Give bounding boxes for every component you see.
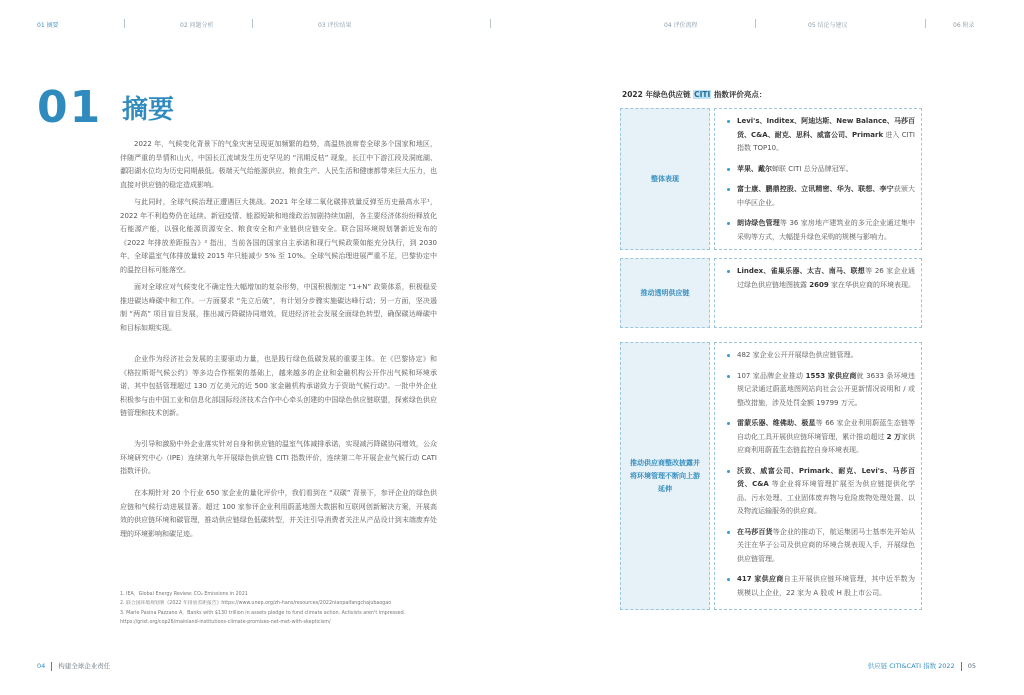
bullet-item <box>725 183 915 210</box>
footer-left-title: 构建全球企业责任 <box>58 662 111 670</box>
bullet-emphasis: 富士康、鹏鼎控股、立讯精密、华为、联想、李宁 <box>737 185 894 193</box>
bullet-emphasis: Lindex、雀巢乐器、太吉、南马、联想 <box>737 267 866 275</box>
bullet-text: 获颁大中华区企业。 <box>737 185 915 207</box>
row-bullets <box>714 342 922 610</box>
nav-tab-problem-analysis[interactable]: 02 问题分析 <box>180 22 214 29</box>
bullet-emphasis: 沃致、威富公司、Primark、耐克、Levi's、马莎百货、C&A <box>737 466 915 488</box>
bullet-item <box>725 573 915 600</box>
panel-title-suffix: 指数评价亮点： <box>711 90 767 99</box>
bullet-text: 等 66 家企业利用蔚蓝生态链等自动化工具开展供应链环境管理，累计推动超过 <box>737 419 916 441</box>
highlight-row-overall <box>620 108 922 250</box>
body-paragraph: 与此同时，全球气候治理正遭遇巨大挑战。2021 年全球二氧化碳排放量反弹至历史最高水平¹，2022 年不利趋势仍在延续。新冠疫情、能源短缺和地缘政治加剧持续加剧，各主要经济体纷纷释放化石能源产能，以强化能源资源安全、粮食安全和产业链供应链安全。联合国环境规划署新近发布的《2022 年排放差距报告》² 指出，当前各国的国家自主承诺和现行气候政策如能充分执行，到 2030 年，全球温室气体排放量较 2015 年只能减少 5% 至 10%。全球气候治理进展严重不足，巴黎协定中的温控目标可能落空。 <box>120 198 437 274</box>
bullet-emphasis: Levi's、Inditex、阿迪达斯、New Balance、马莎百货、C&A、耐克、思科、威富公司、Primark <box>737 117 915 139</box>
bullet-item <box>725 349 915 363</box>
row-label: 整体表现 <box>620 108 710 250</box>
nav-divider <box>490 19 491 28</box>
section-title: 摘要 <box>122 95 175 125</box>
bullet-text: 等 36 家房地产建筑业的多元企业通过集中采购等方式，大幅提升绿色采购的规模与影响力。 <box>737 219 916 241</box>
body-paragraph: 在本期针对 20 个行业 650 家企业的量化评价中，我们看到在 “双碳” 背景下，参评企业的绿色供应链和气候行动进展显著。超过 100 家参评企业利用蔚蓝地图大数据和互联网创新解决方案，开展高效的供应链环境和碳管理，推动供应链绿色低碳转型，并关注引导消费者关注从产品设计到末端废弃处理的环境影响和碳足迹。 <box>120 489 437 538</box>
panel-title-highlight: CITI <box>694 90 711 99</box>
nav-tab-appendix[interactable]: 06 附录 <box>953 22 975 29</box>
bullet-emphasis: 苹果、戴尔 <box>737 164 772 173</box>
nav-divider <box>925 19 926 28</box>
bullet-text: 就 3633 条环境违规记录通过蔚蓝地图网站向社会公开更新情况说明和 / 或整改措施，涉及处罚金额 19799 万元。 <box>737 371 916 407</box>
row-label: 推动供应商整改披露并将环境管理不断向上游延伸 <box>620 342 710 610</box>
body-paragraph: 面对全球应对气候变化不确定性大幅增加的复杂形势，中国积极制定 “1+N” 政策体系，积极稳妥推进碳达峰碳中和工作。一方面要求 “先立后破”，有计划分步骤实施碳达峰行动；另一方面，坚决遏制 “两高” 项目盲目发展，推出减污降碳协同增效，促进经济社会发展全面绿色转型，确保碳达峰碳中和目标如期实现。 <box>120 283 437 332</box>
nav-divider <box>755 19 756 28</box>
row-label: 推动透明供应链 <box>620 258 710 328</box>
footer-divider <box>961 662 962 671</box>
panel-title-prefix: 2022 年绿色供应链 <box>622 90 694 99</box>
bullet-emphasis: 朗诗绿色管理 <box>737 219 780 227</box>
bullet-emphasis: 2609 <box>809 280 829 289</box>
footnotes <box>120 590 480 628</box>
footer-left <box>37 661 110 671</box>
row-bullets <box>714 108 922 250</box>
bullet-item <box>725 163 915 177</box>
nav-tab-process[interactable]: 04 评价流程 <box>664 22 698 29</box>
bullet-text: 蝉联 CITI 总分品牌冠军。 <box>772 164 853 173</box>
bullet-text: 等 26 家企业通过绿色供应链地图披露 <box>737 267 915 289</box>
body-paragraph: 为引导和激励中外企业落实针对自身和供应链的温室气体减排承诺，实现减污降碳协同增效，公众环境研究中心（IPE）连续第九年开展绿色供应链 CITI 指数评价，连续第二年开展企业气候行动 CATI 指数评价。 <box>120 440 437 475</box>
nav-tab-summary[interactable]: 01 摘要 <box>37 22 59 29</box>
bullet-item <box>725 370 915 411</box>
footer-right-title: 供应链 CITI&CATI 指数 2022 <box>867 662 955 670</box>
footnote[interactable]: 2. 联合国环境规划署《2022 年排放差距报告》https://www.unep.org/zh-hans/resources/2022nianpaifangchajubaogao <box>120 601 392 607</box>
bullet-text: 进入 CITI 指数 TOP10。 <box>737 130 915 152</box>
page-number-right: 05 <box>967 662 976 670</box>
bullet-item <box>725 115 915 156</box>
footnote: 1. IEA，Global Energy Review: CO₂ Emissions in 2021 <box>120 592 248 597</box>
footnote-link[interactable]: https://grist.org/cop26/mainland-institutions-climate-promises-net-met-with-skepticism/ <box>120 620 331 626</box>
bullet-item <box>725 265 915 292</box>
bullet-emphasis: 雷蒙乐器、维佛助、极星 <box>737 419 816 427</box>
page-number-left: 04 <box>37 662 46 670</box>
highlight-row-upstream <box>620 342 922 610</box>
bullet-text: 家在华供应商的环境表现。 <box>828 280 915 289</box>
nav-divider <box>252 19 253 28</box>
top-navigation <box>0 0 1024 40</box>
bullet-item <box>725 417 915 458</box>
footnote: 3. Marie Pasina Pazzano A，Banks with $130 trillion in assets pledge to fund climate action. Activists aren't impressed. <box>120 610 406 616</box>
footer-right <box>868 661 976 671</box>
bullet-text: 自主开展供应链环境管理，其中近半数为规模以上企业，22 家为 A 股或 H 股上市公司。 <box>737 575 916 597</box>
bullet-text: 等企业将环境管理扩展至为供应链提供化学品、污水处理、工业固体废弃物与危险废物处理处置、以及物流运输服务的供应商。 <box>737 480 915 515</box>
bullet-emphasis: 2 万 <box>886 432 901 441</box>
footer-divider <box>51 662 52 671</box>
highlight-row-transparency <box>620 258 922 328</box>
bullet-item <box>725 465 915 519</box>
bullet-text: 107 家品牌企业推动 <box>737 371 806 380</box>
nav-tab-conclusions[interactable]: 05 结论与建议 <box>808 22 848 29</box>
body-paragraph: 企业作为经济社会发展的主要驱动力量，也是践行绿色低碳发展的重要主体。在《巴黎协定》和《格拉斯哥气候公约》等多边合作框架的基础上，越来越多的企业和金融机构公开作出气候和环境承诺，其中包括管理超过 130 万亿美元的近 500 家金融机构承诺致力于资助气候行动³。一批中外企业积极参与由中国工业和信息化部国际经济技术合作中心牵头创建的中国绿色供应链联盟，探索绿色供应链管理和技术创新。 <box>120 355 437 417</box>
bullet-emphasis: 1553 家供应商 <box>805 371 857 380</box>
bullet-text: 等企业的推动下，航运集团马士基率先开始从关注在华子公司及供应商的环境合规表现入手，开展绿色供应链管理。 <box>737 527 915 563</box>
nav-divider <box>124 19 125 28</box>
bullet-text: 家供应商利用蔚蓝生态链监控自身环境表现。 <box>737 432 916 454</box>
bullet-item <box>725 217 915 244</box>
panel-title <box>622 89 766 100</box>
body-paragraph: 2022 年，气候变化背景下的气象灾害呈现更加频繁的趋势，高温热浪席卷全球多个国家和地区，伴随严重的旱情和山火，中国长江流域发生历史罕见的 “汛期反枯” 现象，长江中下游江段及洞庭湖、鄱阳湖水位均为历史同期最低。极端天气给能源供应、粮食生产、人民生活和健康都带来巨大压力，也直接对供应链的稳定造成影响。 <box>120 140 437 189</box>
nav-tab-results[interactable]: 03 评价结果 <box>318 22 352 29</box>
bullet-text: 482 家企业公开开展绿色供应链管理。 <box>737 351 858 359</box>
bullet-item <box>725 526 915 567</box>
row-bullets <box>714 258 922 328</box>
bullet-emphasis: 在马莎百货 <box>737 527 773 536</box>
bullet-emphasis: 417 家供应商 <box>737 575 784 583</box>
section-number: 01 <box>37 82 103 133</box>
